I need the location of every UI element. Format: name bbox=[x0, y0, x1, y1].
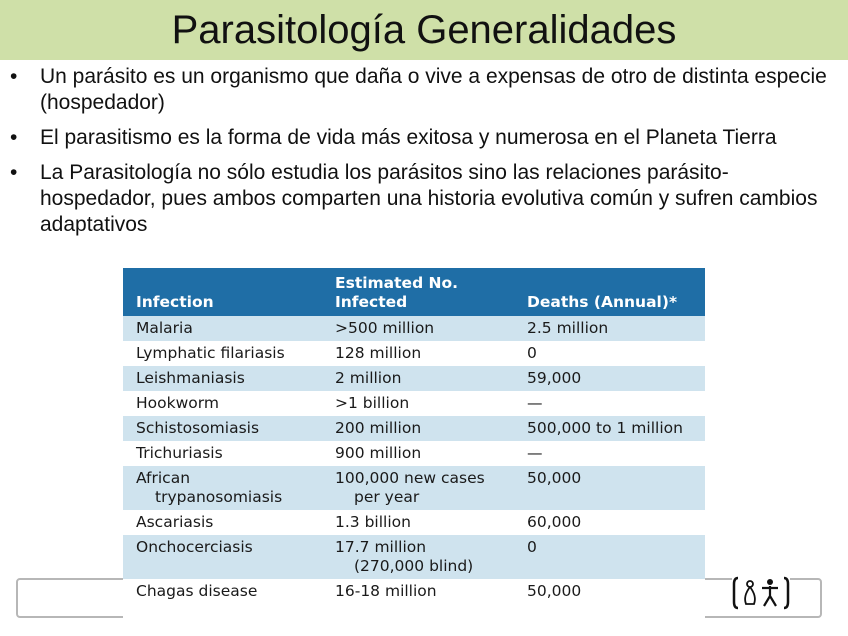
cell-deaths: 500,000 to 1 million bbox=[514, 416, 705, 441]
table-row bbox=[123, 535, 705, 579]
cell-infected-line: per year bbox=[354, 488, 420, 506]
bullet-item bbox=[8, 64, 840, 116]
cell-infection bbox=[123, 366, 322, 391]
cell-infection-line: Schistosomiasis bbox=[136, 419, 260, 437]
header-estimated-infected bbox=[322, 268, 514, 316]
cell-infected bbox=[322, 535, 514, 579]
cell-infected-line: 17.7 million bbox=[335, 538, 427, 556]
cell-infection-line: Lymphatic filariasis bbox=[136, 344, 285, 362]
cell-infection-line: Malaria bbox=[136, 319, 193, 337]
cell-infected bbox=[322, 510, 514, 535]
bullet-item bbox=[8, 125, 840, 151]
header-deaths: Deaths (Annual)* bbox=[514, 268, 705, 316]
cell-deaths: — bbox=[514, 441, 705, 466]
header-infected-line2: Infected bbox=[335, 293, 408, 311]
cell-infected bbox=[322, 341, 514, 366]
cell-infection bbox=[123, 441, 322, 466]
cell-infection-line: Ascariasis bbox=[136, 513, 214, 531]
cell-infected bbox=[322, 466, 514, 510]
stick-figures-logo-icon bbox=[732, 574, 790, 612]
cell-deaths: 60,000 bbox=[514, 510, 705, 535]
cell-infected-line: >500 million bbox=[335, 319, 435, 337]
cell-infection bbox=[123, 579, 322, 604]
cell-infection-line: Chagas disease bbox=[136, 582, 258, 600]
cell-infected bbox=[322, 316, 514, 341]
bullet-item bbox=[8, 160, 840, 238]
bullet-text: La Parasitología no sólo estudia los parásitos sino las relaciones parásito-hospedador, pues ambos comparten una historia evolutiva común y sufren cambios adaptativos bbox=[40, 161, 818, 236]
table-row bbox=[123, 366, 705, 391]
table-row bbox=[123, 391, 705, 416]
cell-infected bbox=[322, 416, 514, 441]
table-row bbox=[123, 579, 705, 604]
cell-deaths: 59,000 bbox=[514, 366, 705, 391]
cell-infection-line: Leishmaniasis bbox=[136, 369, 245, 387]
bullet-dot-icon: • bbox=[10, 65, 18, 88]
bullet-text: El parasitismo es la forma de vida más exitosa y numerosa en el Planeta Tierra bbox=[40, 126, 777, 149]
cell-infected bbox=[322, 441, 514, 466]
cell-deaths: 2.5 million bbox=[514, 316, 705, 341]
bullet-list bbox=[8, 64, 840, 247]
cell-infection bbox=[123, 391, 322, 416]
cell-infection-line: African bbox=[136, 469, 191, 487]
header-infection: Infection bbox=[123, 268, 322, 316]
cell-infected bbox=[322, 579, 514, 604]
cell-infection bbox=[123, 466, 322, 510]
parasitic-infections-table bbox=[123, 268, 705, 636]
cell-deaths: 50,000 bbox=[514, 579, 705, 604]
slide-title: Parasitología Generalidades bbox=[171, 8, 677, 52]
cell-infection-line: Trichuriasis bbox=[136, 444, 223, 462]
bullet-dot-icon: • bbox=[10, 126, 18, 149]
table-header-row bbox=[123, 268, 705, 316]
table-row bbox=[123, 466, 705, 510]
cell-infection-line: Onchocerciasis bbox=[136, 538, 253, 556]
cell-deaths: 0 bbox=[514, 341, 705, 366]
bullet-dot-icon: • bbox=[10, 161, 18, 184]
bullet-text: Un parásito es un organismo que daña o vive a expensas de otro de distinta especie (hospedador) bbox=[40, 65, 827, 114]
cell-infection bbox=[123, 510, 322, 535]
cell-infected-line: 200 million bbox=[335, 419, 422, 437]
table-body bbox=[123, 316, 705, 604]
cell-infected-line: (270,000 blind) bbox=[354, 557, 474, 575]
cell-infected-line: 100,000 new cases bbox=[335, 469, 485, 487]
cell-infected bbox=[322, 366, 514, 391]
infections-table bbox=[123, 268, 705, 604]
cell-infected bbox=[322, 391, 514, 416]
table-row bbox=[123, 341, 705, 366]
table-row bbox=[123, 316, 705, 341]
cell-infected-line: >1 billion bbox=[335, 394, 410, 412]
cell-infected-line: 900 million bbox=[335, 444, 422, 462]
header-infected-line1: Estimated No. bbox=[335, 274, 459, 292]
cell-infected-line: 2 million bbox=[335, 369, 402, 387]
cell-infection bbox=[123, 316, 322, 341]
cell-infected-line: 128 million bbox=[335, 344, 422, 362]
cell-infected-line: 1.3 billion bbox=[335, 513, 411, 531]
table-row bbox=[123, 441, 705, 466]
cell-infection-line: trypanosomiasis bbox=[155, 488, 283, 506]
cell-infected-line: 16-18 million bbox=[335, 582, 437, 600]
cell-infection bbox=[123, 416, 322, 441]
cell-deaths: 50,000 bbox=[514, 466, 705, 510]
table-row bbox=[123, 416, 705, 441]
cell-infection-line: Hookworm bbox=[136, 394, 219, 412]
table-row bbox=[123, 510, 705, 535]
cell-deaths: 0 bbox=[514, 535, 705, 579]
cell-infection bbox=[123, 341, 322, 366]
cell-infection bbox=[123, 535, 322, 579]
cell-deaths: — bbox=[514, 391, 705, 416]
